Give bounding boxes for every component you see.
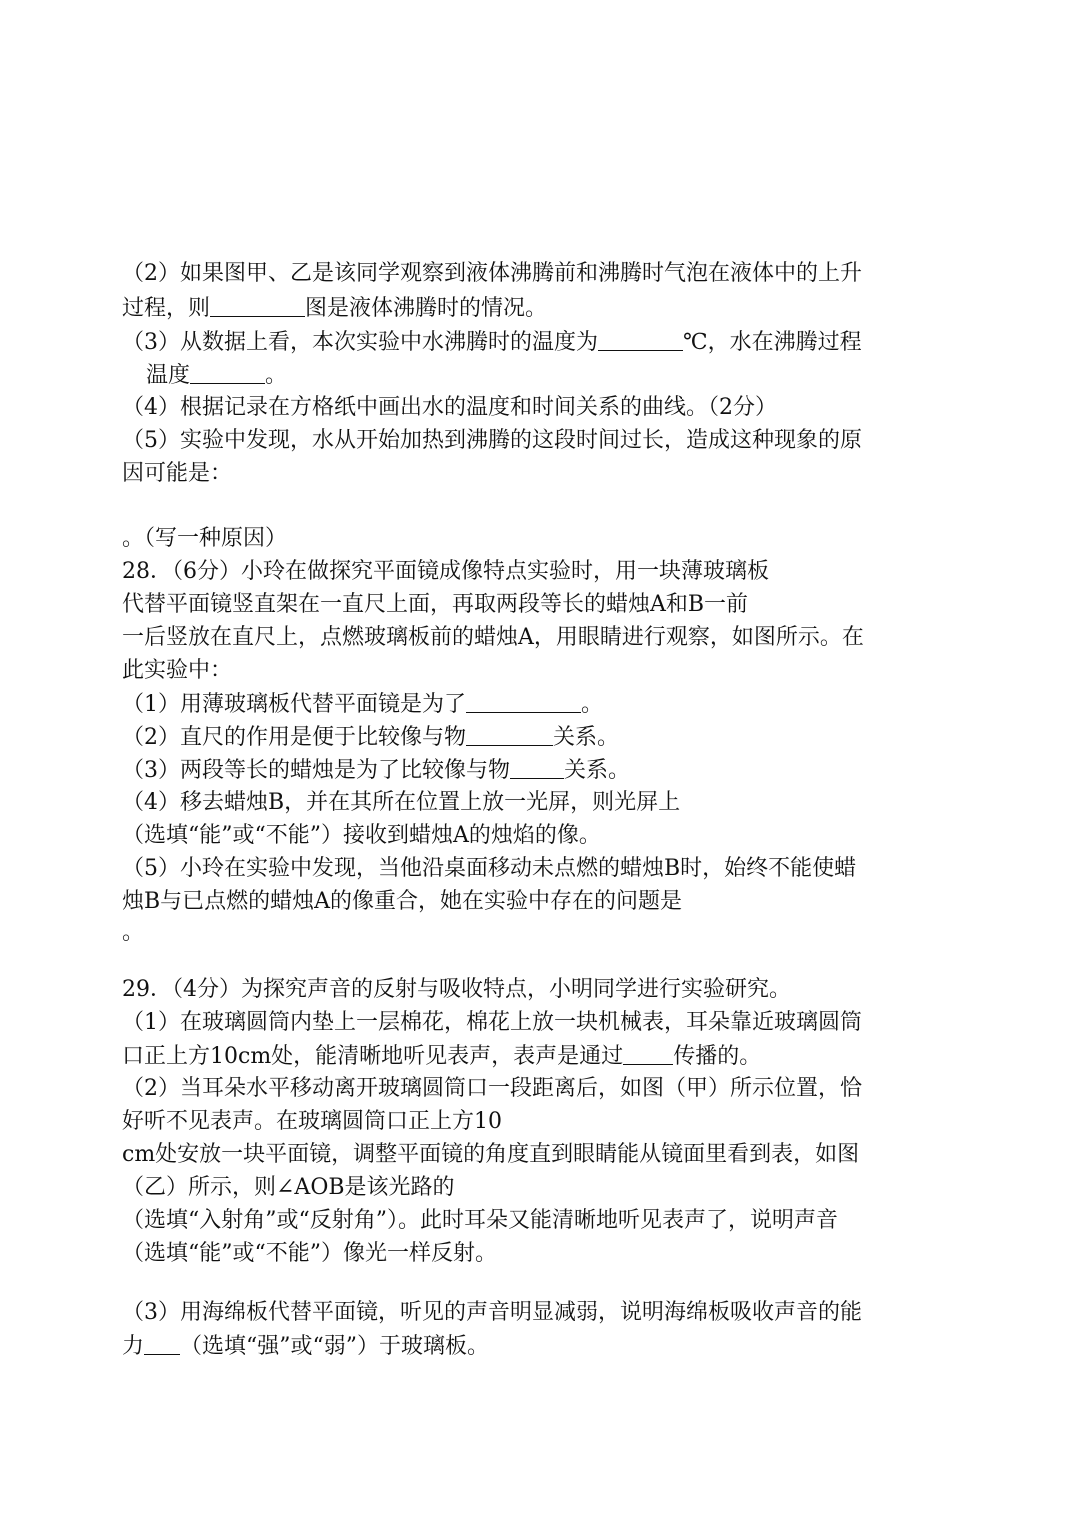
text-line: 烛B与已点燃的蜡烛A的像重合，她在实验中存在的问题是: [122, 889, 683, 914]
answer-blank: [190, 359, 265, 384]
text-line: （5）实验中发现，水从开始加热到沸腾的这段时间过长，造成这种现象的原: [122, 428, 862, 453]
question-heading: 28．（6分）小玲在做探究平面镜成像特点实验时，用一块薄玻璃板: [122, 559, 769, 584]
text-line: （4）移去蜡烛B，并在其所在位置上放一光屏，则光屏上: [122, 790, 681, 815]
text-line: （乙）所示，则∠AOB是该光路的: [122, 1175, 455, 1200]
text-line: 好听不见表声。在玻璃圆筒口正上方10: [122, 1109, 502, 1134]
answer-blank: [466, 721, 553, 746]
text-line: 。: [122, 920, 145, 945]
text-line: cm处安放一块平面镜，调整平面镜的角度直到眼睛能从镜面里看到表，如图: [122, 1142, 860, 1167]
text-line: （2）直尺的作用是便于比较像与物 关系。: [122, 721, 619, 753]
text-line: （2）当耳朵水平移动离开玻璃圆筒口一段距离后，如图（甲）所示位置，恰: [122, 1076, 862, 1101]
answer-blank: [466, 688, 581, 713]
text-line: 过程，则 图是液体沸腾时的情况。: [122, 292, 547, 324]
answer-blank: [144, 1330, 180, 1355]
text-line: 因可能是：: [122, 461, 233, 486]
text-line: （选填“入射角”或“反射角”）。此时耳朵又能清晰地听见表声了，说明声音: [122, 1208, 838, 1233]
text-line: 代替平面镜竖直架在一直尺上面，再取两段等长的蜡烛A和B一前: [122, 592, 749, 617]
text-line: （5）小玲在实验中发现，当他沿桌面移动未点燃的蜡烛B时，始终不能使蜡: [122, 856, 857, 881]
text-line: （3）用海绵板代替平面镜，听见的声音明显减弱，说明海绵板吸收声音的能: [122, 1300, 862, 1325]
text-line: （1）用薄玻璃板代替平面镜是为了 。: [122, 688, 603, 720]
text-line: 。（写一种原因）: [122, 526, 288, 551]
text-line: 口正上方10cm处，能清晰地听见表声，表声是通过 传播的。: [122, 1040, 761, 1072]
text-line: 温度 。: [146, 359, 287, 391]
answer-blank: [598, 326, 683, 351]
text-line: （选填“能”或“不能”）像光一样反射。: [122, 1241, 497, 1266]
text-line: （3）两段等长的蜡烛是为了比较像与物 关系。: [122, 754, 630, 786]
answer-blank: [210, 292, 305, 317]
text-line: 一后竖放在直尺上，点燃玻璃板前的蜡烛A，用眼睛进行观察，如图所示。在: [122, 625, 864, 650]
answer-blank: [510, 754, 564, 779]
text-line: （3）从数据上看，本次实验中水沸腾时的温度为 ℃，水在沸腾过程: [122, 326, 862, 358]
question-heading: 29．（4分）为探究声音的反射与吸收特点，小明同学进行实验研究。: [122, 977, 791, 1002]
answer-blank: [623, 1040, 673, 1065]
text-line: 此实验中：: [122, 658, 233, 683]
text-line: （1）在玻璃圆筒内垫上一层棉花，棉花上放一块机械表，耳朵靠近玻璃圆筒: [122, 1010, 862, 1035]
text-line: （选填“能”或“不能”）接收到蜡烛A的烛焰的像。: [122, 823, 601, 848]
text-line: 力 （选填“强”或“弱”）于玻璃板。: [122, 1330, 489, 1362]
text-line: （4）根据记录在方格纸中画出水的温度和时间关系的曲线。（2分）: [122, 395, 777, 420]
text-line: （2）如果图甲、乙是该同学观察到液体沸腾前和沸腾时气泡在液体中的上升: [122, 261, 862, 286]
